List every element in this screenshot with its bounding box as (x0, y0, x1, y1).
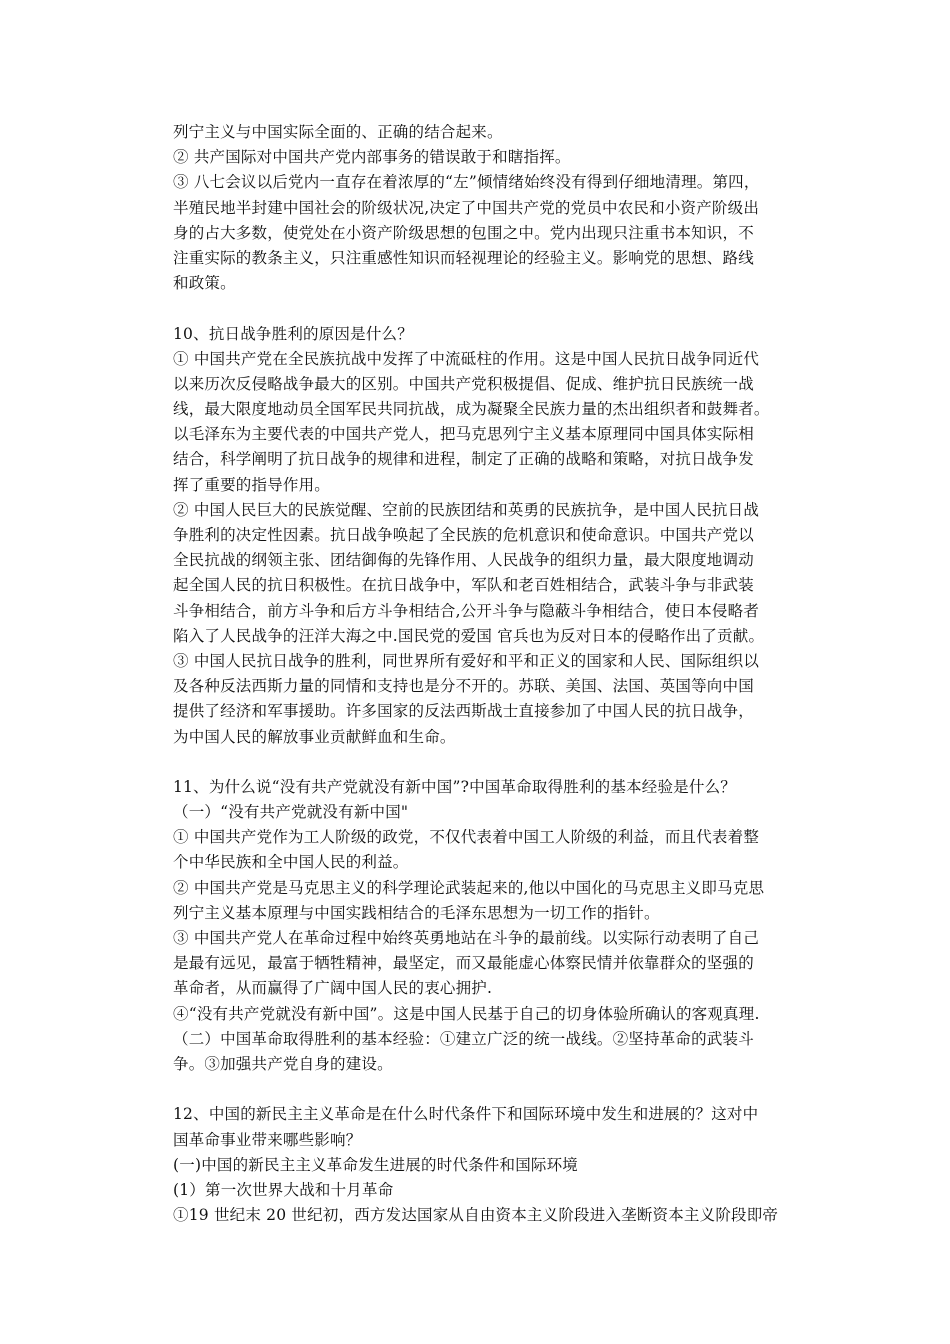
document-page (173, 120, 788, 1228)
text-line: 国革命事业带来哪些影响？ (173, 1130, 362, 1149)
text-line: ④“没有共产党就没有新中国”。这是中国人民基于自己的切身体验所确认的客观真理. (173, 1004, 760, 1023)
text-line: ① 中国共产党作为工人阶级的政党，不仅代表着中国工人阶级的利益，而且代表着整 (173, 828, 760, 847)
text-line: 结合，科学阐明了抗日战争的规律和进程，制定了正确的战略和策略，对抗日战争发 (173, 450, 754, 469)
text-line: 以来历次反侵略战争最大的区别。中国共产党积极提倡、促成、维护抗日民族统一战 (173, 374, 754, 393)
text-line: ③ 中国共产党人在革命过程中始终英勇地站在斗争的最前线。以实际行动表明了自己 (173, 929, 760, 947)
text-line: ② 中国共产党是马克思主义的科学理论武装起来的,他以中国化的马克思主义即马克思 (173, 878, 765, 897)
text-line: ① 中国共产党在全民族抗战中发挥了中流砥柱的作用。这是中国人民抗日战争同近代 (173, 349, 760, 368)
text-line: 及各种反法西斯力量的同情和支持也是分不开的。苏联、美国、法国、英国等向中国 (173, 677, 754, 696)
text-line: 11、为什么说“没有共产党就没有新中国”?中国革命取得胜利的基本经验是什么？ (173, 777, 736, 796)
text-line: 提供了经济和军事援助。许多国家的反法西斯战士直接参加了中国人民的抗日战争， (173, 702, 754, 721)
text-line: 以毛泽东为主要代表的中国共产党人，把马克思列宁主义基本原理同中国具体实际相 (173, 425, 754, 444)
text-line: 全民抗战的纲领主张、团结御侮的先锋作用、人民战争的组织力量，最大限度地调动 (173, 551, 754, 570)
text-section (173, 775, 788, 1077)
text-line: 陷入了人民战争的汪洋大海之中.国民党的爱国 官兵也为反对日本的侵略作出了贡献。 (173, 626, 765, 645)
paragraph-gap (173, 296, 788, 321)
text-line: ② 共产国际对中国共产党内部事务的错误敢于和瞎指挥。 (173, 148, 571, 167)
text-line: 革命者，从而赢得了广阔中国人民的衷心拥护. (173, 979, 493, 998)
text-section (173, 1102, 788, 1228)
text-line: 斗争相结合，前方斗争和后方斗争相结合,公开斗争与隐蔽斗争相结合，使日本侵略者 (173, 601, 760, 620)
text-line: 争胜利的决定性因素。抗日战争唤起了全民族的危机意识和使命意识。中国共产党以 (173, 526, 754, 544)
text-line: 是最有远见，最富于牺牲精神，最坚定，而又最能虚心体察民情并依靠群众的坚强的 (173, 954, 754, 973)
text-line: ② 中国人民巨大的民族觉醒、空前的民族团结和英勇的民族抗争，是中国人民抗日战 (173, 500, 760, 519)
paragraph-gap (173, 750, 788, 775)
text-section (173, 322, 788, 750)
text-line: ①19 世纪末 20 世纪初，西方发达国家从自由资本主义阶段进入垄断资本主义阶段即帝 (173, 1206, 779, 1225)
text-line: 起全国人民的抗日积极性。在抗日战争中，军队和老百姓相结合，武装斗争与非武装 (173, 576, 754, 595)
text-section (173, 120, 788, 296)
text-line: 10、抗日战争胜利的原因是什么？ (173, 324, 413, 343)
text-line: 列宁主义基本原理与中国实践相结合的毛泽东思想为一切工作的指针。 (173, 903, 660, 922)
text-line: （一）“没有共产党就没有新中国" (173, 803, 409, 822)
text-line: 争。③加强共产党自身的建设。 (173, 1054, 393, 1073)
text-line: （二）中国革命取得胜利的基本经验：①建立广泛的统一战线。②坚持革命的武装斗 (173, 1029, 754, 1048)
text-line: 注重实际的教条主义，只注重感性知识而轻视理论的经验主义。影响党的思想、路线 (173, 248, 754, 267)
text-line: 和政策。 (173, 274, 236, 293)
paragraph-gap (173, 1077, 788, 1102)
text-line: 12、中国的新民主主义革命是在什么时代条件下和国际环境中发生和进展的？这对中 (173, 1105, 759, 1124)
text-line: (一)中国的新民主主义革命发生进展的时代条件和国际环境 (173, 1155, 578, 1174)
text-line: 线，最大限度地动员全国军民共同抗战，成为凝聚全民族力量的杰出组织者和鼓舞者。 (173, 400, 770, 419)
text-line: 挥了重要的指导作用。 (173, 475, 331, 494)
text-line: (1）第一次世界大战和十月革命 (173, 1180, 394, 1199)
text-line: ③ 八七会议以后党内一直存在着浓厚的“左”倾情绪始终没有得到仔细地清理。第四， (173, 173, 760, 192)
text-line: 个中华民族和全中国人民的利益。 (173, 853, 409, 872)
text-line: 半殖民地半封建中国社会的阶级状况,决定了中国共产党的党员中农民和小资产阶级出 (173, 198, 760, 217)
text-line: 为中国人民的解放事业贡献鲜血和生命。 (173, 727, 456, 746)
text-line: ③ 中国人民抗日战争的胜利，同世界所有爱好和平和正义的国家和人民、国际组织以 (173, 651, 760, 670)
text-line: 身的占大多数，使党处在小资产阶级思想的包围之中。党内出现只注重书本知识，不 (173, 223, 754, 242)
text-line: 列宁主义与中国实际全面的、正确的结合起来。 (173, 123, 503, 141)
